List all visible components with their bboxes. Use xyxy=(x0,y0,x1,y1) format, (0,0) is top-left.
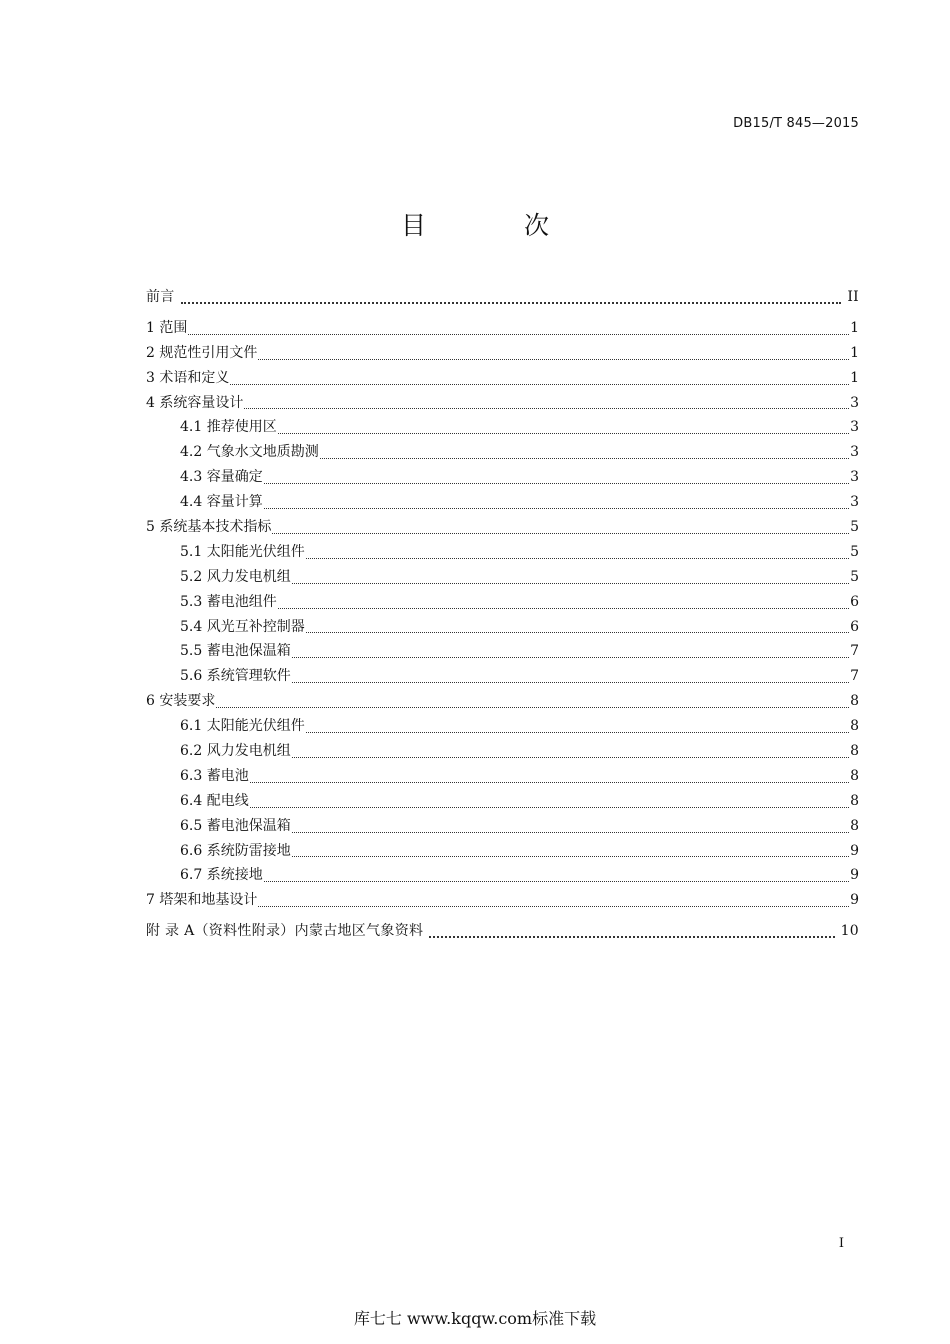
toc-leader-dots xyxy=(244,407,849,409)
toc-entry[interactable] xyxy=(146,715,859,740)
toc-entry[interactable] xyxy=(146,516,859,541)
toc-entry-label: 6.7 系统接地 xyxy=(180,867,263,884)
toc-entry[interactable] xyxy=(146,690,859,715)
toc-entry-label: 5.1 太阳能光伏组件 xyxy=(180,543,305,560)
toc-entry-page: II xyxy=(847,289,859,305)
toc-entry-label: 4.1 推荐使用区 xyxy=(180,419,277,436)
toc-entry-page: 6 xyxy=(850,593,859,610)
toc-leader-dots xyxy=(320,457,849,459)
toc-entry-label: 5.2 风力发电机组 xyxy=(180,568,291,585)
toc-entry-label: 7 塔架和地基设计 xyxy=(146,892,258,909)
toc-entry[interactable] xyxy=(146,765,859,790)
toc-entry[interactable] xyxy=(146,616,859,641)
toc-leader-dots xyxy=(258,358,849,360)
toc-leader-dots xyxy=(216,706,849,708)
toc-entry-label: 4 系统容量设计 xyxy=(146,394,244,411)
toc-entry-page: 8 xyxy=(850,693,859,710)
toc-entry[interactable] xyxy=(146,665,859,690)
toc-entry-page: 1 xyxy=(850,319,859,336)
toc-entry-page: 3 xyxy=(850,394,859,411)
toc-leader-dots xyxy=(250,806,849,808)
toc-entry-label: 附 录 A（资料性附录）内蒙古地区气象资料 xyxy=(146,923,424,940)
toc-entry-page: 3 xyxy=(850,469,859,486)
toc-entry-page: 9 xyxy=(850,842,859,859)
toc-leader-dots xyxy=(292,831,849,833)
toc-entry-page: 3 xyxy=(850,444,859,461)
toc-entry[interactable] xyxy=(146,591,859,616)
toc-entry-label: 5.6 系统管理软件 xyxy=(180,668,291,685)
toc-entry-label: 6.4 配电线 xyxy=(180,792,249,809)
toc-entry-label: 5 系统基本技术指标 xyxy=(146,519,272,536)
toc-leader-dots xyxy=(272,532,849,534)
toc-entry-page: 5 xyxy=(850,568,859,585)
toc-leader-dots xyxy=(292,855,849,857)
toc-entry[interactable] xyxy=(146,342,859,367)
toc-entry[interactable] xyxy=(146,889,859,914)
toc-entry-page: 9 xyxy=(850,867,859,884)
page-number: I xyxy=(838,1236,844,1251)
toc-entry-label: 4.2 气象水文地质勘测 xyxy=(180,444,319,461)
toc-entry-label: 1 范围 xyxy=(146,319,188,336)
toc-entry-label: 6.5 蓄电池保温箱 xyxy=(180,817,291,834)
table-of-contents xyxy=(146,286,859,945)
document-code: DB15/T 845—2015 xyxy=(733,116,859,131)
footer-watermark: 库七七 www.kqqw.com标准下载 xyxy=(353,1309,597,1328)
toc-entry-page: 8 xyxy=(850,743,859,760)
toc-entry[interactable] xyxy=(146,416,859,441)
toc-entry[interactable] xyxy=(146,740,859,765)
toc-entry-label: 6.2 风力发电机组 xyxy=(180,743,291,760)
toc-entry[interactable] xyxy=(146,466,859,491)
toc-entry-label: 5.3 蓄电池组件 xyxy=(180,593,277,610)
toc-entry[interactable] xyxy=(146,367,859,392)
toc-entry[interactable] xyxy=(146,392,859,417)
toc-entry-label: 4.4 容量计算 xyxy=(180,494,263,511)
toc-leader-dots xyxy=(292,756,849,758)
toc-entry-page: 8 xyxy=(850,718,859,735)
toc-entry-label: 6.1 太阳能光伏组件 xyxy=(180,718,305,735)
toc-entry-page: 9 xyxy=(850,892,859,909)
toc-leader-dots xyxy=(306,631,849,633)
toc-leader-dots xyxy=(188,333,849,335)
toc-entry-label: 5.4 风光互补控制器 xyxy=(180,618,305,635)
toc-entry-page: 5 xyxy=(850,519,859,536)
toc-entry-page: 6 xyxy=(850,618,859,635)
toc-entry-preface[interactable] xyxy=(146,286,859,311)
toc-entry-label: 4.3 容量确定 xyxy=(180,469,263,486)
toc-entry[interactable] xyxy=(146,815,859,840)
toc-entry[interactable] xyxy=(146,317,859,342)
toc-entry-page: 7 xyxy=(850,643,859,660)
toc-leader-dots xyxy=(292,656,849,658)
toc-leader-dots xyxy=(292,681,849,683)
toc-entry-label: 5.5 蓄电池保温箱 xyxy=(180,643,291,660)
toc-entry-page: 8 xyxy=(850,792,859,809)
toc-entry-label: 前言 xyxy=(146,289,175,305)
toc-entry[interactable] xyxy=(146,491,859,516)
toc-entry-label: 2 规范性引用文件 xyxy=(146,344,258,361)
toc-leader-dots xyxy=(264,507,849,509)
page-title: 目 次 xyxy=(401,211,594,240)
toc-leader-dots xyxy=(292,582,849,584)
toc-entry-page: 8 xyxy=(850,767,859,784)
toc-entry[interactable] xyxy=(146,840,859,865)
toc-leader-dots xyxy=(230,383,849,385)
toc-entry-appendix[interactable] xyxy=(146,920,859,945)
toc-entry[interactable] xyxy=(146,864,859,889)
toc-leader-dots xyxy=(250,781,849,783)
toc-entry-page: 8 xyxy=(850,817,859,834)
toc-leader-dots xyxy=(264,880,849,882)
toc-entry-label: 3 术语和定义 xyxy=(146,369,230,386)
toc-entry-page: 10 xyxy=(840,923,859,940)
toc-entry[interactable] xyxy=(146,566,859,591)
toc-entry-page: 3 xyxy=(850,494,859,511)
toc-leader-dots xyxy=(278,607,849,609)
toc-leader-dots xyxy=(278,432,849,434)
toc-leader-dots xyxy=(306,731,849,733)
toc-entry-page: 5 xyxy=(850,543,859,560)
toc-entry[interactable] xyxy=(146,640,859,665)
toc-entry-page: 1 xyxy=(850,369,859,386)
toc-entry[interactable] xyxy=(146,541,859,566)
toc-entry[interactable] xyxy=(146,441,859,466)
toc-leader-dots xyxy=(181,301,842,304)
toc-entry-label: 6 安装要求 xyxy=(146,693,216,710)
toc-leader-dots xyxy=(258,905,849,907)
toc-entry-label: 6.3 蓄电池 xyxy=(180,767,249,784)
toc-entry-page: 7 xyxy=(850,668,859,685)
toc-leader-dots xyxy=(264,482,849,484)
toc-entry-label: 6.6 系统防雷接地 xyxy=(180,842,291,859)
toc-leader-dots xyxy=(306,557,849,559)
toc-entry-page: 1 xyxy=(850,344,859,361)
toc-entry-page: 3 xyxy=(850,419,859,436)
toc-entry[interactable] xyxy=(146,790,859,815)
toc-leader-dots xyxy=(429,935,834,938)
